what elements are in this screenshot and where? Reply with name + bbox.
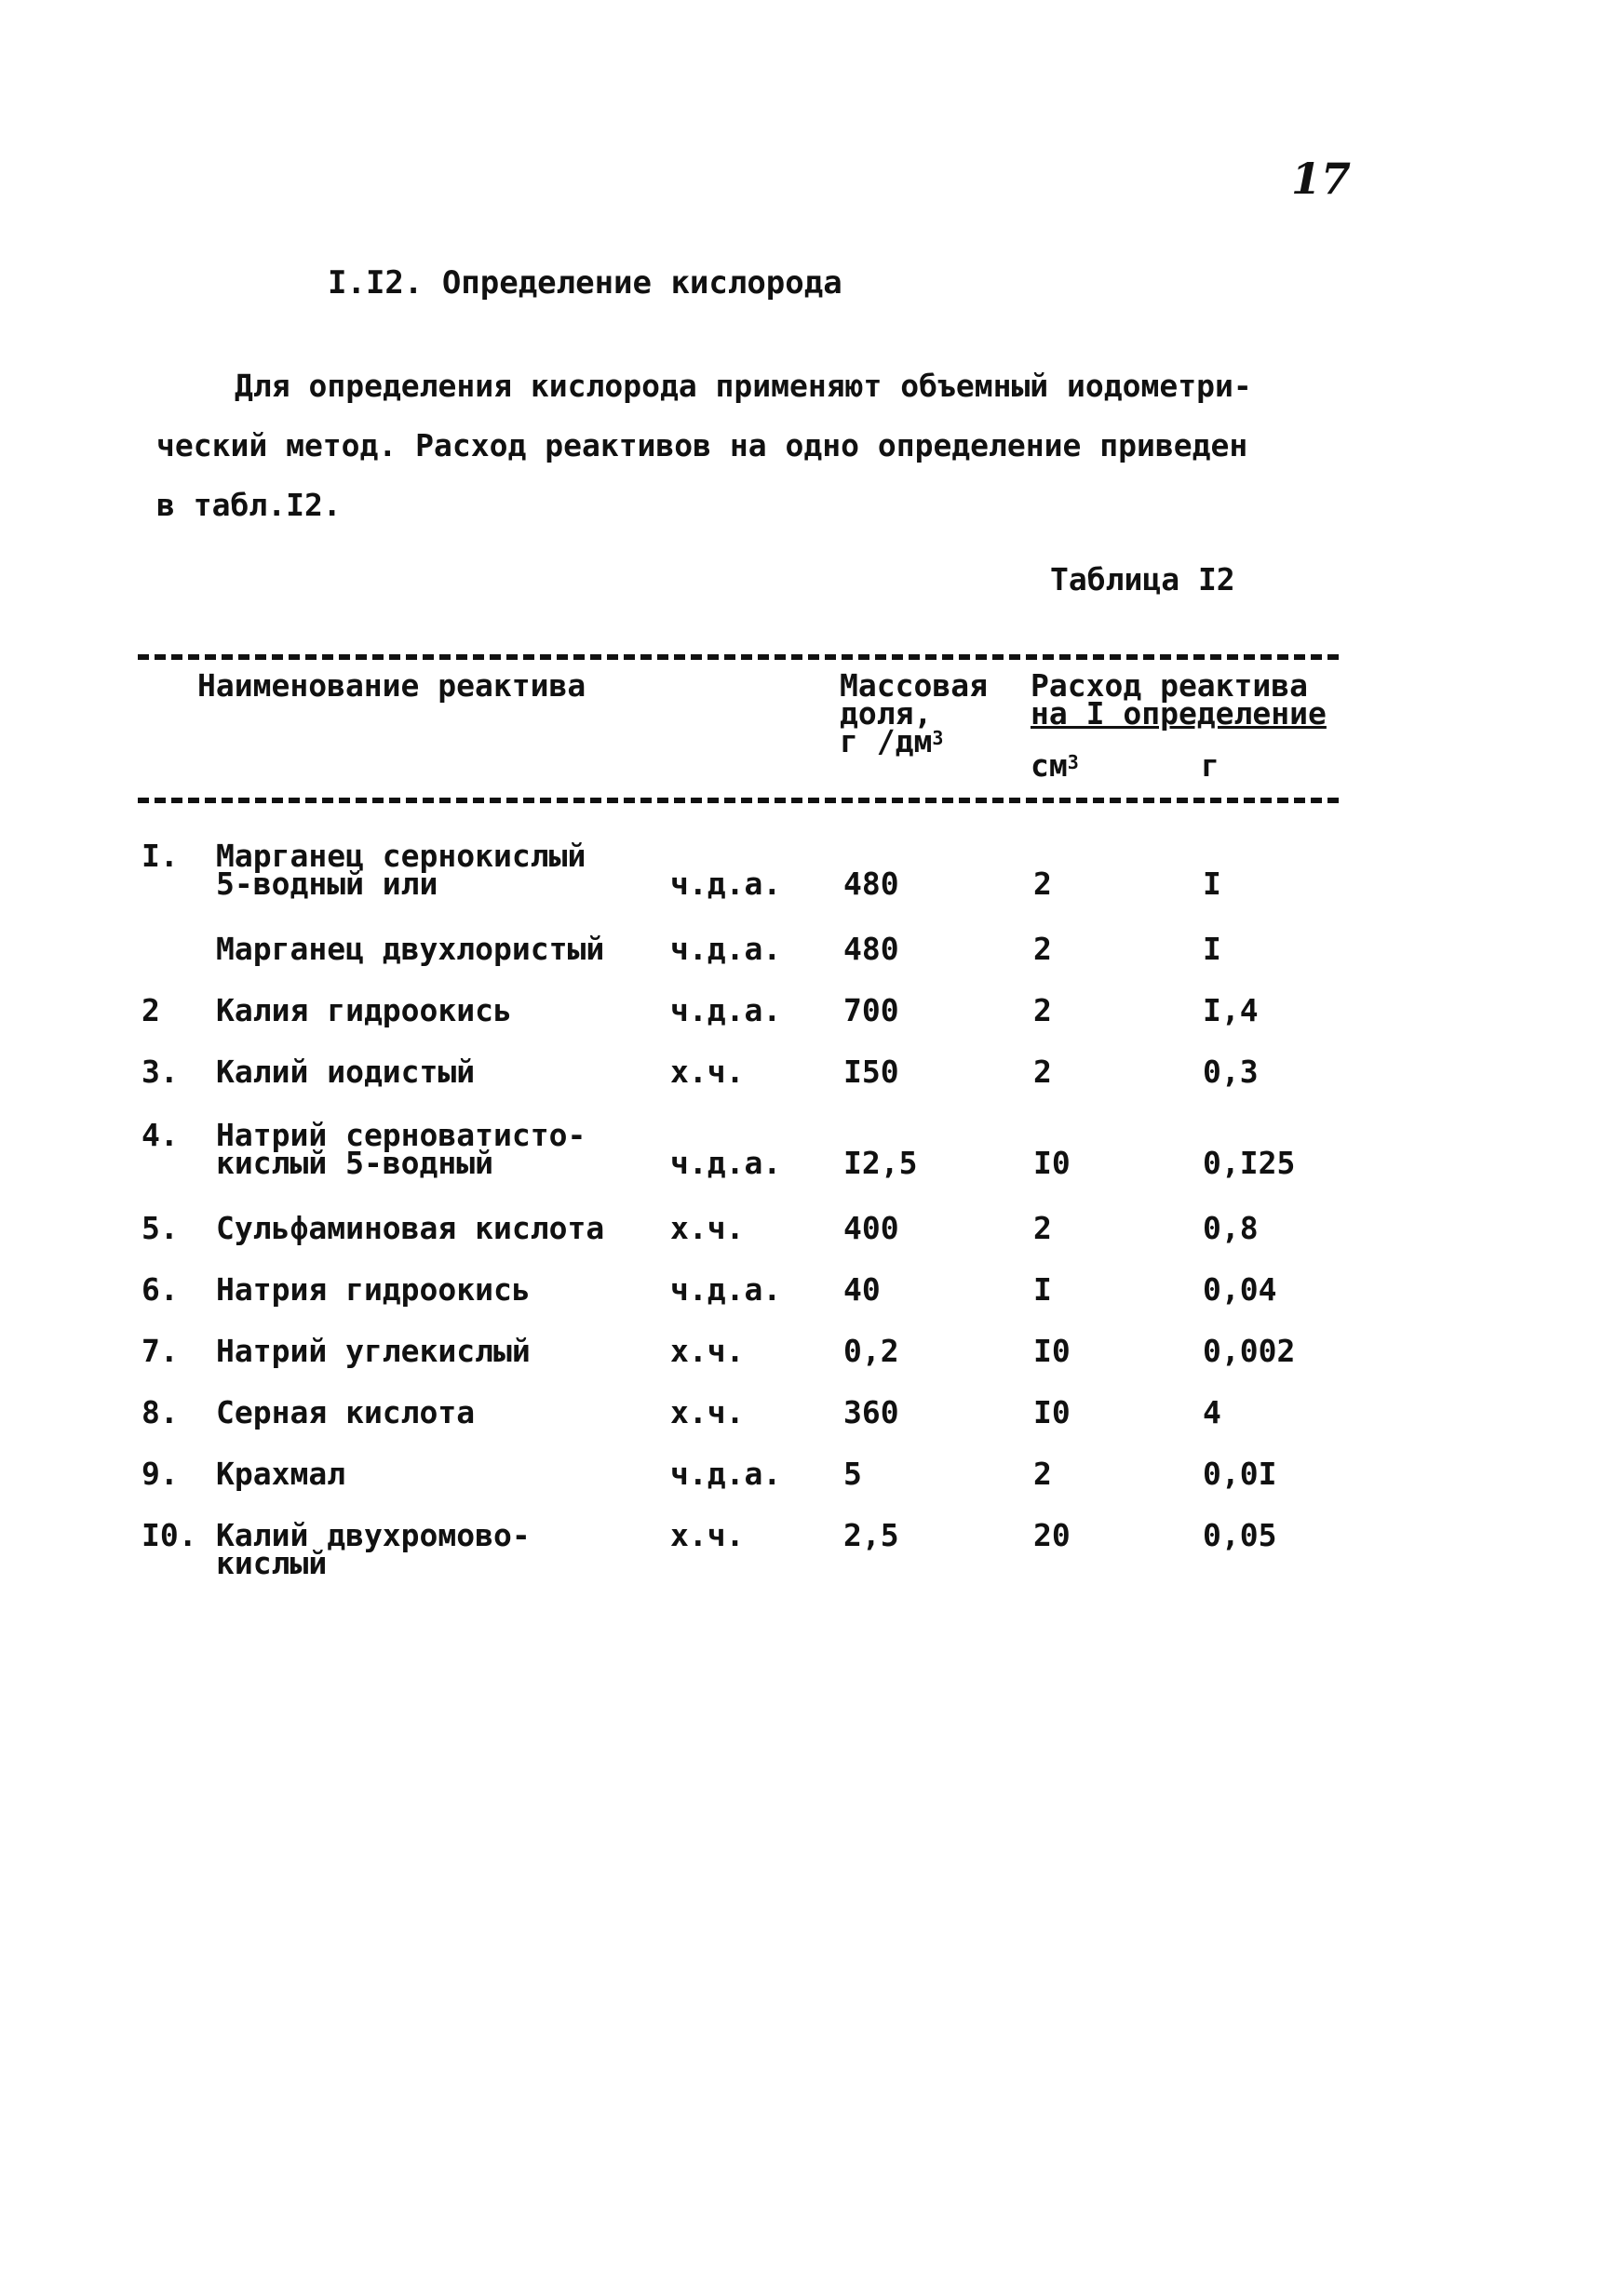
- cell-name: Натрий углекислый: [216, 1333, 531, 1369]
- cell-name: Калия гидроокись: [216, 992, 512, 1028]
- cell-mass: 2,5: [843, 1517, 899, 1553]
- cell-cm3: I: [1033, 1271, 1052, 1308]
- cell-g: I,4: [1203, 992, 1259, 1028]
- cell-grade: ч.д.а.: [670, 866, 782, 902]
- cell-mass: 360: [843, 1394, 899, 1430]
- cell-name: Натрия гидроокись: [216, 1271, 531, 1308]
- page-number: 17: [1291, 154, 1352, 204]
- table-caption: Таблица I2: [1050, 561, 1235, 597]
- cell-name: Марганец сернокислый 5-водный или: [216, 838, 586, 902]
- header-mass-line2: доля,: [840, 695, 933, 732]
- paragraph-line: в табл.I2.: [156, 487, 342, 523]
- cell-g: 0,0I: [1203, 1456, 1277, 1492]
- cell-cm3: 2: [1033, 992, 1052, 1028]
- cell-cm3: 2: [1033, 1210, 1052, 1246]
- cell-cm3: 20: [1033, 1517, 1071, 1553]
- cell-num: 5.: [141, 1210, 179, 1246]
- cell-grade: х.ч.: [670, 1333, 745, 1369]
- cell-cm3: I0: [1033, 1394, 1071, 1430]
- cell-num: 6.: [141, 1271, 179, 1308]
- table-header-rule: [138, 798, 1339, 803]
- header-cm-sup: 3: [1067, 751, 1079, 773]
- cell-num: 3.: [141, 1054, 179, 1090]
- cell-num: 2: [141, 992, 160, 1028]
- header-mass-unit: [840, 723, 988, 759]
- cell-name: Серная кислота: [216, 1394, 476, 1430]
- cell-mass: I2,5: [843, 1145, 918, 1181]
- section-heading: I.I2. Определение кислорода: [328, 264, 842, 302]
- header-consumption: [1031, 667, 1327, 732]
- cell-grade: ч.д.а.: [670, 1456, 782, 1492]
- cell-mass: 40: [843, 1271, 881, 1308]
- mass-unit-sup: 3: [932, 727, 944, 749]
- cell-cm3: 2: [1033, 1456, 1052, 1492]
- cell-grade: ч.д.а.: [670, 992, 782, 1028]
- cell-g: 4: [1203, 1394, 1221, 1430]
- header-grams: г: [1201, 747, 1219, 784]
- cell-mass: 480: [843, 931, 899, 967]
- cell-num: 8.: [141, 1394, 179, 1430]
- cell-g: 0,04: [1203, 1271, 1277, 1308]
- cell-cm3: 2: [1033, 1054, 1052, 1090]
- cell-g: 0,I25: [1203, 1145, 1296, 1181]
- cell-num: I0.: [141, 1517, 197, 1553]
- cell-mass: 480: [843, 866, 899, 902]
- paragraph-line: Для определения кислорода применяют объемный иодометри-: [235, 368, 1252, 404]
- header-consumption-line1: Расход реактива: [1031, 667, 1309, 704]
- header-mass-line1: Массовая: [840, 667, 988, 704]
- cell-name: Калий иодистый: [216, 1054, 476, 1090]
- cell-g: 0,8: [1203, 1210, 1259, 1246]
- cell-grade: х.ч.: [670, 1517, 745, 1553]
- cell-num: I.: [141, 838, 179, 874]
- header-cm3: [1031, 747, 1079, 784]
- header-reagent-name: Наименование реактива: [197, 667, 586, 704]
- cell-grade: ч.д.а.: [670, 1271, 782, 1308]
- cell-g: I: [1203, 866, 1221, 902]
- cell-name: Сульфаминовая кислота: [216, 1210, 605, 1246]
- cell-mass: 5: [843, 1456, 862, 1492]
- cell-cm3: 2: [1033, 866, 1052, 902]
- cell-g: I: [1203, 931, 1221, 967]
- cell-cm3: I0: [1033, 1333, 1071, 1369]
- cell-name: Марганец двухлористый: [216, 931, 605, 967]
- cell-num: 7.: [141, 1333, 179, 1369]
- cell-grade: х.ч.: [670, 1210, 745, 1246]
- cell-g: 0,3: [1203, 1054, 1259, 1090]
- cell-num: 9.: [141, 1456, 179, 1492]
- header-cm-text: см: [1031, 747, 1068, 784]
- cell-mass: 700: [843, 992, 899, 1028]
- cell-num: 4.: [141, 1117, 179, 1153]
- cell-grade: х.ч.: [670, 1054, 745, 1090]
- cell-grade: х.ч.: [670, 1394, 745, 1430]
- cell-name: Крахмал: [216, 1456, 346, 1492]
- cell-cm3: 2: [1033, 931, 1052, 967]
- mass-unit-text: г /дм: [840, 723, 933, 759]
- paragraph-line: ческий метод. Расход реактивов на одно определение приведен: [156, 427, 1248, 463]
- cell-mass: I50: [843, 1054, 899, 1090]
- cell-mass: 400: [843, 1210, 899, 1246]
- intro-paragraph: [156, 356, 1292, 535]
- header-consumption-line2: на I определение: [1031, 695, 1327, 732]
- cell-cm3: I0: [1033, 1145, 1071, 1181]
- cell-grade: ч.д.а.: [670, 931, 782, 967]
- cell-g: 0,05: [1203, 1517, 1277, 1553]
- cell-mass: 0,2: [843, 1333, 899, 1369]
- table-top-rule: [138, 654, 1339, 660]
- cell-name: Калий двухромово- кислый: [216, 1517, 531, 1581]
- cell-name: Натрий серноватисто- кислый 5-водный: [216, 1117, 586, 1181]
- header-mass-fraction: [840, 667, 988, 759]
- cell-grade: ч.д.а.: [670, 1145, 782, 1181]
- cell-g: 0,002: [1203, 1333, 1296, 1369]
